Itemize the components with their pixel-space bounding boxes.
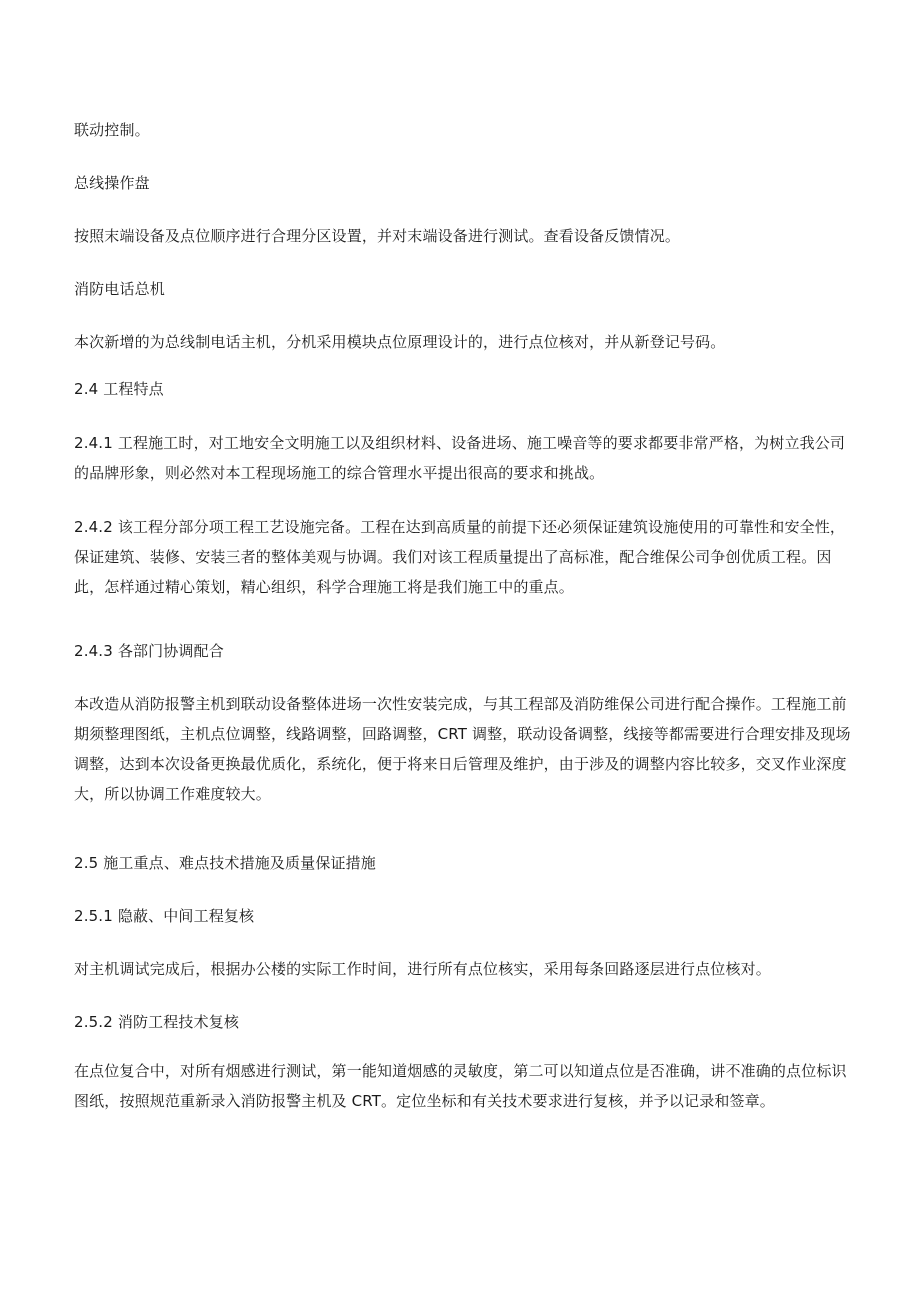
paragraph-bus-panel-description: 按照末端设备及点位顺序进行合理分区设置，并对末端设备进行测试。查看设备反馈情况。: [74, 227, 681, 245]
heading-fire-phone-host: 消防电话总机: [74, 280, 165, 298]
section-heading-2-5: 2.5 施工重点、难点技术措施及质量保证措施: [74, 854, 376, 872]
subsection-heading-2-4-3: 2.4.3 各部门协调配合: [74, 642, 224, 660]
paragraph-linkage-control: 联动控制。: [74, 121, 150, 139]
paragraph-2-4-2: 2.4.2 该工程分部分项工程工艺设施完备。工程在达到高质量的前提下还必须保证建筑设施使用的可靠性和安全性，保证建筑、装修、安装三者的整体美观与协调。我们对该工程质量提出了高标准，配合维保公司争创优质工程。因此，怎样通过精心策划，精心组织，科学合理施工将是我们施工中的重点。: [74, 518, 846, 596]
section-heading-2-4: 2.4 工程特点: [74, 380, 164, 398]
heading-bus-operation-panel: 总线操作盘: [74, 174, 150, 192]
paragraph-coordination: 本改造从消防报警主机到联动设备整体进场一次性安装完成，与其工程部及消防维保公司进行配合操作。工程施工前期须整理图纸，主机点位调整，线路调整，回路调整，CRT 调整，联动设备调整，线接等都需要进行合理安排及现场调整，达到本次设备更换最优质化，系统化，便于将来日后管理及维护，由于涉及的调整内容比较多，交叉作业深度大，所以协调工作难度较大。: [74, 695, 851, 803]
paragraph-fire-phone-description: 本次新增的为总线制电话主机，分机采用模块点位原理设计的，进行点位核对，并从新登记号码。: [74, 333, 726, 351]
paragraph-2-4-1: 2.4.1 工程施工时，对工地安全文明施工以及组织材料、设备进场、施工噪音等的要求都要非常严格，为树立我公司的品牌形象，则必然对本工程现场施工的综合管理水平提出很高的要求和挑战。: [74, 434, 846, 482]
paragraph-2-5-2-description: 在点位复合中，对所有烟感进行测试，第一能知道烟感的灵敏度，第二可以知道点位是否准确，讲不准确的点位标识图纸，按照规范重新录入消防报警主机及 CRT。定位坐标和有关技术要求进行复核，并予以记录和签章。: [74, 1062, 847, 1110]
subsection-heading-2-5-1: 2.5.1 隐蔽、中间工程复核: [74, 907, 255, 925]
subsection-heading-2-5-2: 2.5.2 消防工程技术复核: [74, 1013, 240, 1031]
paragraph-2-5-1-description: 对主机调试完成后，根据办公楼的实际工作时间，进行所有点位核实，采用每条回路逐层进行点位核对。: [74, 960, 771, 978]
